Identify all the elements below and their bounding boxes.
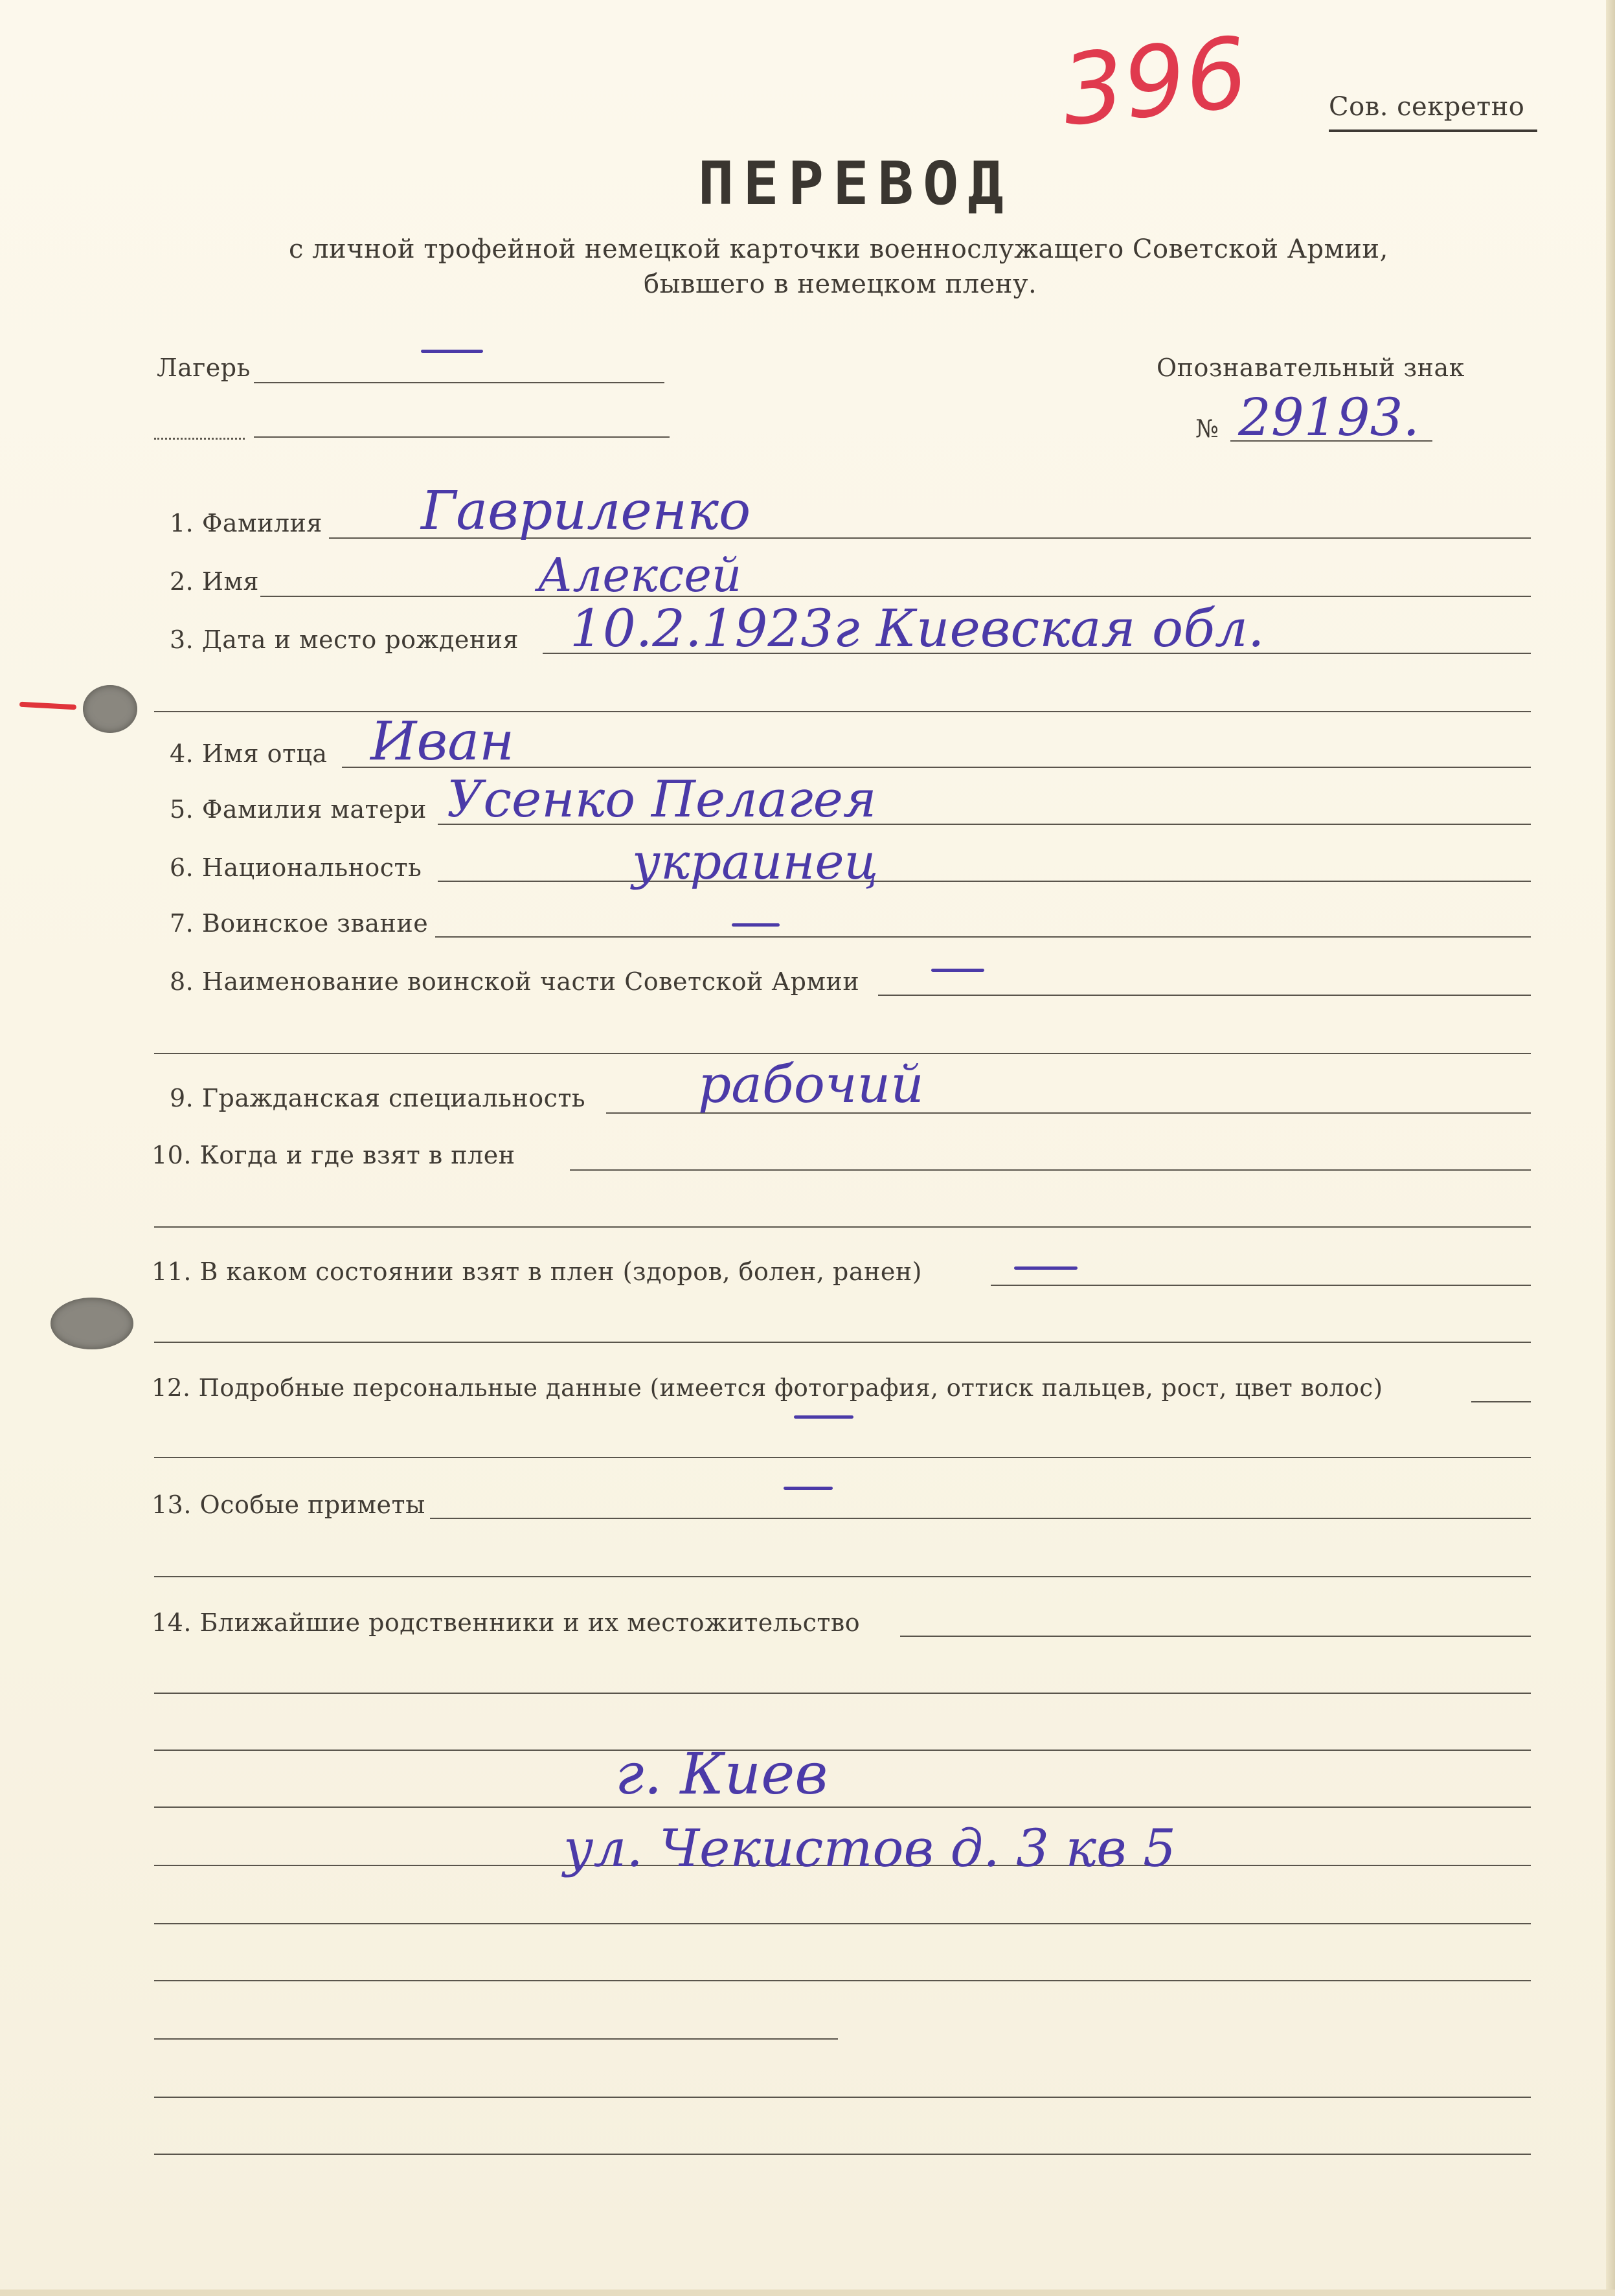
camp-label: Лагерь: [157, 354, 251, 382]
field-father-line: [342, 767, 1531, 768]
field-profession-value: рабочий: [698, 1054, 924, 1114]
field-rank-label: 7. Воинское звание: [170, 909, 429, 938]
field-rank-value: [732, 923, 780, 927]
camp-dotted-line: [154, 438, 245, 440]
field-nationality-label: 6. Национальность: [170, 853, 422, 882]
relatives-line-10: [154, 2154, 1531, 2155]
punch-hole: [83, 685, 137, 733]
field-birth-value: 10.2.1923г Киевская обл.: [570, 598, 1265, 658]
paper-edge-bottom: [0, 2290, 1615, 2296]
field-nationality-value: украинец: [632, 833, 879, 890]
document-title: ПЕРЕВОД: [698, 149, 1013, 218]
field-unit-value: [931, 969, 984, 972]
subtitle-line-2: бывшего в немецком плену.: [644, 269, 1037, 299]
field-relatives-line: [900, 1636, 1531, 1637]
relatives-address: ул. Чекистов д. 3 кв 5: [563, 1818, 1177, 1878]
relatives-line-7: [154, 1980, 1531, 1981]
classification-underline: [1329, 129, 1537, 132]
field-unit-line: [878, 995, 1531, 996]
camp-line-2: [254, 436, 670, 438]
field-personal-data-line: [1471, 1401, 1531, 1402]
field-condition-value: [1014, 1266, 1078, 1270]
relatives-line-8: [154, 2038, 838, 2040]
camp-value: [421, 350, 483, 353]
relatives-line-9: [154, 2097, 1531, 2098]
subtitle-line-1: с личной трофейной немецкой карточки военнослужащего Советской Армии,: [289, 234, 1388, 264]
relatives-line-4: [154, 1806, 1531, 1808]
field-profession-label: 9. Гражданская специальность: [170, 1084, 586, 1112]
archive-number: 396: [1056, 16, 1253, 148]
field-marks-value: [784, 1487, 833, 1490]
field-rank-line: [435, 936, 1531, 938]
field-condition-line: [991, 1285, 1531, 1286]
field-captured-label: 10. Когда и где взят в плен: [152, 1141, 515, 1169]
field-unit-label: 8. Наименование воинской части Советской Армии: [170, 967, 860, 996]
field-relatives-label: 14. Ближайшие родственники и их местожительство: [152, 1608, 861, 1637]
relatives-line-6: [154, 1923, 1531, 1924]
field-surname-label: 1. Фамилия: [170, 509, 322, 537]
field-marks-line-2: [154, 1576, 1531, 1577]
field-marks-label: 13. Особые приметы: [152, 1491, 425, 1519]
classification-label: Сов. секретно: [1329, 92, 1525, 122]
field-condition-label: 11. В каком состоянии взят в плен (здоров, болен, ранен): [152, 1257, 922, 1286]
field-father-value: Иван: [370, 711, 515, 772]
field-birth-line-2: [154, 711, 1531, 712]
field-mother-value: Усенко Пелагея: [447, 771, 877, 829]
id-number: 29193.: [1238, 387, 1419, 447]
relatives-city: г. Киев: [615, 1740, 828, 1807]
relatives-line-3: [154, 1750, 1531, 1751]
field-surname-value: Гавриленко: [421, 480, 751, 542]
field-mother-label: 5. Фамилия матери: [170, 795, 427, 824]
camp-line: [254, 382, 664, 383]
id-prefix: №: [1195, 414, 1219, 443]
field-captured-line: [570, 1169, 1531, 1171]
id-label: Опознавательный знак: [1157, 354, 1465, 382]
field-personal-data-value: [794, 1415, 853, 1419]
field-birth-label: 3. Дата и место рождения: [170, 625, 519, 654]
punch-hole: [51, 1298, 133, 1349]
field-name-value: Алексей: [537, 548, 742, 602]
field-name-line: [260, 596, 1531, 597]
paper-edge: [1606, 0, 1615, 2296]
field-condition-line-2: [154, 1342, 1531, 1343]
field-marks-line: [430, 1518, 1531, 1519]
field-personal-data-line-2: [154, 1457, 1531, 1458]
field-name-label: 2. Имя: [170, 567, 260, 596]
field-nationality-line: [438, 881, 1531, 882]
relatives-line-2: [154, 1693, 1531, 1694]
field-father-label: 4. Имя отца: [170, 739, 328, 768]
field-personal-data-label: 12. Подробные персональные данные (имеется фотография, оттиск пальцев, рост, цвет волос): [152, 1374, 1383, 1402]
field-captured-line-2: [154, 1226, 1531, 1228]
